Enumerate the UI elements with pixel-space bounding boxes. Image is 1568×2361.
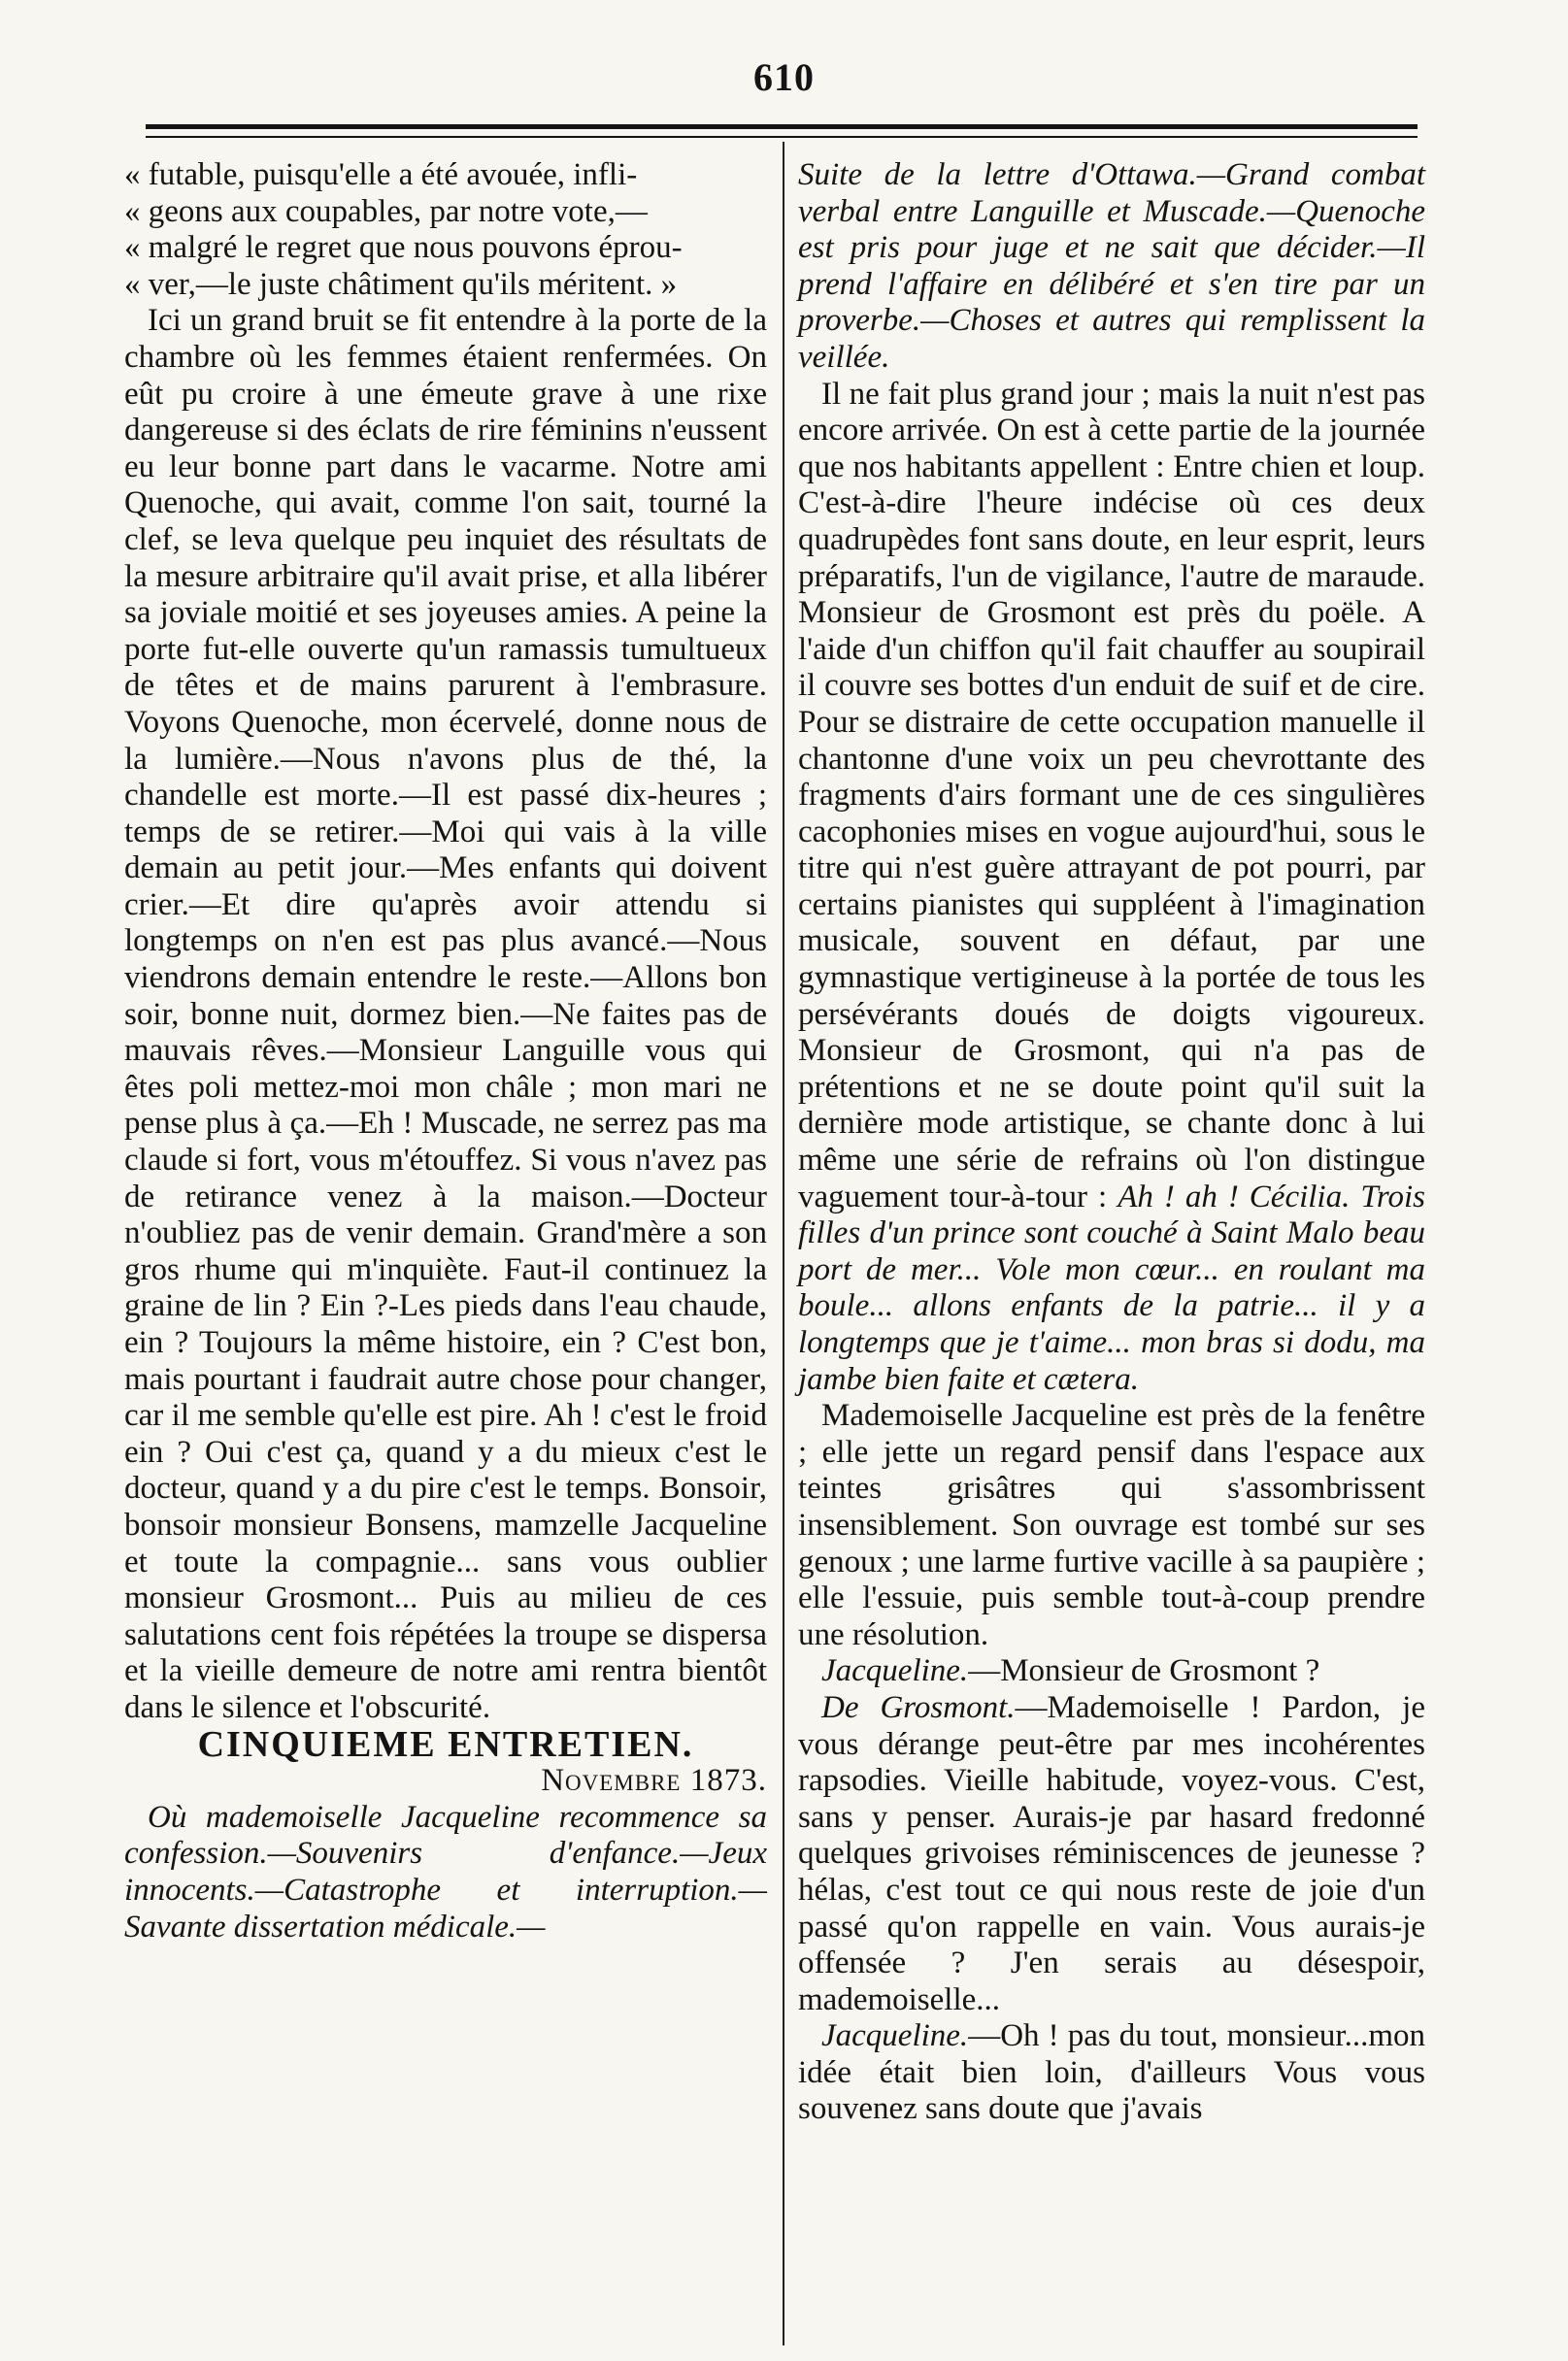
quote-line: « futable, puisqu'elle a été avouée, infli-: [124, 157, 638, 192]
song-fragments: Ah ! ah ! Cécilia. Trois filles d'un prince sont couché à Saint Malo beau port de mer... Vole mon cœur... en roulant ma boule... allons enfants de la patrie... il y a longtemps que je t'aime... mon bras si dodu, ma jambe bien faite et cætera.: [798, 1179, 1426, 1397]
dateline: [124, 1763, 767, 1800]
quote-line: « malgré le regret que nous pouvons éprou-: [124, 230, 683, 266]
paragraph-text: Il ne fait plus grand jour ; mais la nuit n'est pas encore arrivée. On est à cette partie de la journée que nos habitants appellent : Entre chien et loup. C'est-à-dire l'heure indécise où ces deux quadrupèdes font sans doute, en leur esprit, leurs préparatifs, l'un de vigilance, l'autre de maraude. Monsieur de Grosmont est près du poële. A l'aide d'un chiffon qu'il fait chauffer au soupirail il couvre ses bottes d'un enduit de suif et de cire. Pour se distraire de cette occupation manuelle il chantonne d'une voix un peu chevrottante des fragments d'airs formant une de ces singulières cacophonies mises en vogue aujourd'hui, sous le titre qui n'est guère attrayant de pot pourri, par certains pianistes qui suppléent à l'imagination musicale, souvent en défaut, par une gymnastique vertigineuse à la portée de tous les persévérants doués de doigts vigoureux. Monsieur de Grosmont, qui n'a pas de prétentions et ne se doute point qu'il suit la dernière mode artistique, se chante donc à lui même une série de refrains où l'on distingue vaguement tour-à-tour :: [798, 376, 1425, 1214]
dialogue-line: [798, 2018, 1425, 2128]
page-number: 610: [753, 55, 815, 99]
body-paragraph: Mademoiselle Jacqueline est près de la fenêtre ; elle jette un regard pensif dans l'espace aux teintes grisâtres qui s'assombrissent insensiblement. Son ouvrage est tombé sur ses genoux ; une larme furtive vacille à sa paupière ; elle l'essuie, puis semble tout-à-coup prendre une résolution.: [798, 1398, 1425, 1652]
speaker-name: Jacqueline.: [821, 1653, 969, 1689]
dialogue-text: —Monsieur de Grosmont ?: [968, 1653, 1320, 1689]
dialogue-line: [798, 1653, 1425, 1690]
speaker-name: Jacqueline.: [821, 2018, 969, 2054]
section-summary: Où mademoiselle Jacqueline recommence sa confession.—Souvenirs d'enfance.—Jeux innocents.—Catastrophe et interruption.—Savante dissertation médicale.—: [124, 1799, 767, 1945]
date-month: Novembre: [541, 1763, 682, 1799]
quote-line: « geons aux coupables, par notre vote,—: [124, 193, 648, 229]
chapter-summary: Suite de la lettre d'Ottawa.—Grand combat verbal entre Languille et Muscade.—Quenoche est pris pour juge et ne sait que décider.—Il prend l'affaire en délibéré et s'en tire par un proverbe.—Choses et autres qui remplissent la veillée.: [798, 157, 1425, 375]
dialogue-text: —Oh ! pas du tout, monsieur...mon idée était bien loin, d'ailleurs Vous vous souvenez sans doute que j'avais: [798, 2018, 1425, 2127]
body-paragraph: [798, 377, 1425, 1399]
quote-line: « ver,—le juste châtiment qu'ils méritent. »: [124, 266, 678, 302]
header-rule: [146, 124, 1418, 129]
left-column: [124, 157, 767, 1945]
dialogue-line: [798, 1690, 1425, 2018]
dialogue-text: —Mademoiselle ! Pardon, je vous dérange peut-être par mes incohérentes rapsodies. Vieille habitude, voyez-vous. C'est, sans y penser. Aurais-je par hasard fredonné quelques grivoises réminiscences de jeunesse ? hélas, c'est tout ce qui nous reste de joie d'un passé qu'on rappelle en vain. Vous aurais-je offensée ? J'en serais au désespoir, mademoiselle...: [798, 1689, 1425, 2017]
date-year: 1873.: [689, 1763, 767, 1799]
speaker-name: De Grosmont.: [821, 1689, 1016, 1725]
header-rule-thin: [146, 136, 1418, 138]
section-heading: CINQUIEME ENTRETIEN.: [197, 1723, 694, 1765]
body-paragraph: Ici un grand bruit se fit entendre à la porte de la chambre où les femmes étaient renfermées. On eût pu croire à une émeute grave à une rixe dangereuse si des éclats de rire féminins n'eussent eu leur bonne part dans le vacarme. Notre ami Quenoche, qui avait, comme l'on sait, tourné la clef, se leva quelque peu inquiet des résultats de la mesure arbitraire qu'il avait prise, et alla libérer sa joviale moitié et ses joyeuses amies. A peine la porte fut-elle ouverte qu'un ramassis tumultueux de têtes et de mains parurent à l'embrasure. Voyons Quenoche, mon écervelé, donne nous de la lumière.—Nous n'avons plus de thé, la chandelle est morte.—Il est passé dix-heures ; temps de se retirer.—Moi qui vais à la ville demain au petit jour.—Mes enfants qui doivent crier.—Et dire qu'après avoir attendu si longtemps on n'en est pas plus avancé.—Nous viendrons demain entendre le reste.—Allons bon soir, bonne nuit, dormez bien.—Ne faites pas de mauvais rêves.—Monsieur Languille vous qui êtes poli mettez-moi mon châle ; mon mari ne pense plus à ça.—Eh ! Muscade, ne serrez pas ma claude si fort, vous m'étouffez. Si vous n'avez pas de retirance venez à la maison.—Docteur n'oubliez pas de venir demain. Grand'mère a son gros rhume qui m'inquiète. Faut-il continuez la graine de lin ? Ein ?-Les pieds dans l'eau chaude, ein ? Toujours la même histoire, ein ? C'est bon, mais pourtant i faudrait autre chose pour changer, car il me semble qu'elle est pire. Ah ! c'est le froid ein ? Oui c'est ça, quand y a du mieux c'est le docteur, quand y a du pire c'est le temps. Bonsoir, bonsoir monsieur Bonsens, mamzelle Jacqueline et toute la compagnie... sans vous oublier monsieur Grosmont... Puis au milieu de ces salutations cent fois répétées la troupe se dispersa et la vieille demeure de notre ami rentra bientôt dans le silence et l'obscurité.: [124, 303, 767, 1725]
right-column: [798, 157, 1425, 2128]
column-divider: [783, 142, 784, 2345]
